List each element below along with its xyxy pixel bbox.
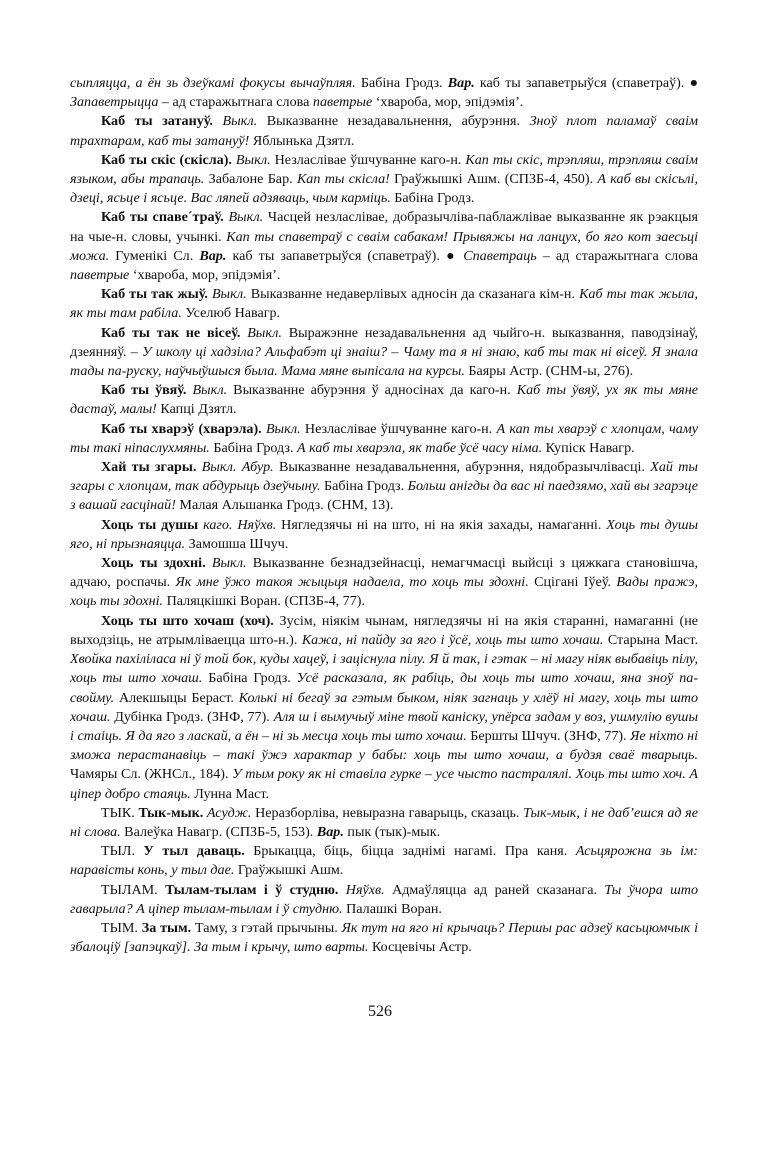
entry-text: Зусім, ніякім чынам, нягледзячы ні на якія старанні, намаганні (не выходзіць, не атрымліваецца што-н.). (70, 612, 698, 648)
italic-text: Хвойка пахіліласа ні ў той бок, куды хацеў, і заціснула пілу. Я й так, і гэтак – ні магу ніяк выбавіць пілу, хоць ты што хочаш. (70, 651, 698, 687)
italic-text: Выкл. (211, 286, 247, 303)
italic-text: Выкл. (211, 555, 247, 572)
entry-text: Неразборліва, невыразна гаварыць, сказаць. (251, 804, 524, 821)
entry-text: Валеўка Навагр. (СПЗБ-5, 153). (120, 823, 317, 840)
dictionary-entry (70, 208, 698, 285)
entry-text: Баяры Астр. (СНМ-ы, 276). (464, 363, 634, 380)
entry-text: Бабіна Гродз. (202, 670, 297, 687)
italic-text: Каб ты так жыла, як ты там рабіла. (70, 286, 698, 322)
entry-text: Чамяры Сл. (ЖНСл., 184). (70, 766, 233, 783)
entry-text: Бабіна Гродз. (390, 190, 475, 207)
italic-text: Усё расказала, як рабіць, ды хоць ты што хочаш, яна зноў па-свойму. (70, 670, 699, 706)
entry-text: ТЫМ. (101, 919, 142, 936)
italic-text: Як тут на яго ні крычаць? Першы рас адзеў касьцюмчык і збалоціў [запэцкаў]. За тым і крычу, што варты. (70, 919, 698, 956)
headword: Хоць ты здохні. (101, 555, 206, 572)
headword: Хоць ты што хочаш (хоч). (101, 612, 274, 629)
dictionary-entry (70, 74, 698, 112)
entry-text: ‘хвароба, мор, эпідэмія’. (372, 94, 524, 111)
entry-text: Граўжышкі Ашм. (СПЗБ-4, 450). (389, 171, 598, 188)
headword: Хай ты згары. (101, 459, 197, 476)
dictionary-entry (70, 324, 698, 382)
headword: Хоць ты душы (101, 516, 199, 533)
headword: Каб ты затануў. (101, 113, 213, 130)
headword: Каб ты спаве´траў. (101, 209, 224, 226)
entry-text: Бабіна Гродз. (355, 75, 448, 91)
entry-text: Малая Альшанка Гродз. (СНМ, 13). (175, 497, 394, 514)
italic-text: паветрые (70, 267, 130, 284)
entry-text: Часцей незласлівае, добразычліва-паблажлівае выказванне як рэакцыя на чые-н. словы, учынкі. (70, 209, 698, 245)
dictionary-entry (70, 881, 698, 919)
entry-text: Купіск Навагр. (542, 439, 635, 456)
italic-text: Выкл. (222, 113, 258, 130)
entry-text: ТЫЛ. (101, 843, 144, 860)
dictionary-entry (70, 554, 698, 612)
italic-text: Кап ты скіс, трэпляш, трэпляш сваім языком, абы трапаць. (70, 151, 698, 188)
italic-text: У школу ці хадзіла? Альфабэт ці знаіш? – Чаму та я ні знаю, каб ты так ні вісеў. Я знала тады па-руску, наўчыўшыся была. Мама мяне выпісала на курсы. (70, 343, 698, 380)
dictionary-entry (70, 842, 698, 880)
headword: Каб ты ўвяў. (101, 382, 187, 399)
entry-text: ТЫК. (101, 804, 139, 821)
dictionary-entry (70, 458, 698, 516)
dictionary-entry (70, 516, 698, 554)
italic-text: Хоць ты душы яго, ні прызнаяцца. (70, 516, 698, 552)
entry-text: Незласлівае ўшчуванне каго-н. (270, 151, 466, 168)
entry-text: Выказванне незадавальнення, абурэння, нядобразычлівасці. (273, 459, 651, 476)
entry-text: Забалоне Бар. (204, 171, 297, 188)
entry-text: Выказванне недаверлівых адносін да сказанага кім-н. (246, 286, 580, 303)
italic-text: Няўхв. (345, 881, 385, 898)
entry-text: Гуменікі Сл. (109, 247, 200, 264)
headword: За тым. (141, 919, 192, 936)
entry-text: Капці Дзятл. (156, 401, 237, 418)
dictionary-entry (70, 381, 698, 419)
headword: Каб ты скіс (скісла). (101, 151, 232, 168)
dictionary-entry (70, 919, 698, 957)
entry-text: Алекшыцы Бераст. (114, 689, 239, 706)
headword: Каб ты хварэў (хварэла). (101, 420, 262, 437)
italic-text: Яе ніхто ні зможа перастанавіць – такі ўжэ характар у бабы: хоць ты што хочаш, а будзя сваё тварыць. (70, 727, 698, 764)
italic-text: А каб вы скісьлі, дзеці, ясьце і ясьце. Вас ляпей адзяваць, чым карміць. (70, 171, 698, 207)
italic-text: А каб ты хварэла, як табе ўсё часу німа. (297, 439, 543, 456)
italic-text: Зноў плот паламаў сваім трахтарам, каб ты затануў! (70, 113, 699, 149)
dictionary-text (70, 74, 698, 957)
italic-text: Асудж. (206, 804, 252, 821)
entry-text: Паляцкішкі Воран. (СПЗБ-4, 77). (163, 593, 365, 610)
italic-text: Кап ты скісла! (296, 171, 390, 188)
headword: Каб ты так не вісеў. (101, 324, 241, 341)
entry-text: Палашкі Воран. (342, 900, 442, 917)
entry-text: ТЫЛАМ. (101, 881, 166, 898)
entry-text: Старына Маст. (603, 631, 699, 648)
entry-text: Брыкацца, біць, біцца заднімі нагамі. Пра каня. (244, 843, 576, 860)
italic-text: Ты ўчора што гаварыла? А ціпер тылам-тылам і ў студню. (70, 881, 699, 917)
entry-text: Уселюб Навагр. (181, 305, 281, 322)
italic-text: Колькі ні бегаў за гэтым быком, ніяк загнаць у хлёў ні магу, хоць ты што хочаш. (70, 689, 698, 725)
entry-text: Косцевічы Астр. (368, 939, 472, 956)
italic-text: Аля ш і вымучыў міне твой каніску, упёрса задам у воз, ушмулію вушы і стаіць. Я да яго з ласкай, а ён – ні зь месца хоць ты што хочаш. (70, 708, 698, 744)
entry-text: Замошша Шчуч. (185, 535, 289, 552)
page-number: 526 (368, 1003, 392, 1020)
italic-text: паветрые (312, 94, 373, 111)
italic-text: Выкл. (265, 420, 301, 437)
entry-text: Выказванне безнадзейнасці, немагчмасці выйсці з цяжкага становішча, адчаю, роспачы. (70, 555, 698, 591)
variant-label: Вар. (447, 75, 475, 91)
italic-text: сыпляцца, а ён зь дзеўкамі фокусы вычаўпляя. (70, 75, 356, 91)
entry-text: Выказванне незадавальнення, абурэння. (257, 113, 530, 130)
entry-text: Нягледзячы ні на што, ні на якія захады, намаганні. (276, 516, 607, 533)
italic-text: Кап ты спаветраў с сваім сабакам! Прывяжы на ланцух, бо яго кот заесьці можа. (70, 228, 698, 264)
entry-text: Адмаўляцца ад раней сказанага. (384, 881, 605, 898)
italic-text: каго. Няўхв. (203, 516, 277, 533)
italic-text: Асьцярожна зь ім: наравісты конь, у тыл дае. (70, 843, 698, 879)
dictionary-entry (70, 420, 698, 458)
entry-text: Бершты Шчуч. (ЗНФ, 77). (466, 727, 631, 744)
italic-text: Тык-мык, і не даб’ешся ад яе ні слова. (70, 804, 698, 840)
headword: Тык-мык. (138, 804, 204, 821)
italic-text: Больш анігды да вас ні паедзямо, хай вы згарэце з вашай гасцінай! (70, 478, 698, 514)
headword: Каб ты так жыў. (101, 286, 208, 303)
headword: Тылам-тылам і ў студню. (165, 881, 339, 898)
italic-text: А кап ты хварэў с хлопцам, чаму ты такі ніпаслухмяны. (70, 420, 698, 456)
entry-text: Выражэнне незадавальнення ад чыйго-н. выказвання, паводзінаў, дзеянняў. – (70, 324, 698, 360)
italic-text: Кажа, ні пайду за яго і ўсё, хоць ты што хочаш. (301, 631, 604, 648)
italic-text: Выкл. (247, 324, 282, 341)
italic-text: Выкл. (235, 151, 271, 168)
entry-text: Бабіна Гродз. (320, 478, 408, 495)
entry-text: пык (тык)-мык. (343, 823, 441, 840)
italic-text: Запаветрыцца (70, 94, 159, 111)
variant-label: Вар. (316, 823, 344, 840)
entry-text: – ад старажытнага слова (536, 247, 698, 264)
entry-text: – ад старажытнага слова (158, 94, 313, 111)
italic-text: Спаветраць (463, 247, 537, 264)
entry-text: ‘хвароба, мор, эпідэмія’. (129, 267, 281, 284)
entry-text: Граўжышкі Ашм. (234, 862, 344, 879)
entry-text: каб ты запаветрыўся (спаветраў). ● (226, 247, 464, 264)
entry-text: Лунна Маст. (190, 785, 270, 802)
dictionary-entry (70, 804, 698, 842)
italic-text: Вады пражэ, хоць ты здохні. (70, 574, 699, 610)
entry-text: Выказванне абурэння ў адносінах да каго-н. (227, 382, 517, 399)
italic-text: Як мне ўжо такоя жыцьця надаела, то хоць ты здохні. (175, 574, 529, 591)
entry-text: Сцігані Іўеў. (528, 574, 617, 591)
italic-text: Хай ты згары с хлопцам, так абдурыць дзеўчыну. (70, 459, 698, 495)
entry-text (338, 882, 345, 898)
italic-text: У тым року як ні ставіла гурке – усе чысто пастралялі. Хоць ты што хоч. А ціпер добро стаяць. (70, 766, 698, 802)
entry-text: Бабіна Гродз. (209, 439, 298, 456)
italic-text: Выкл. (192, 382, 228, 399)
variant-label: Вар. (199, 247, 227, 264)
dictionary-entry (70, 112, 698, 150)
entry-text: Яблынька Дзятл. (249, 132, 355, 149)
italic-text: Выкл. Абур. (201, 459, 274, 476)
dictionary-entry (70, 285, 698, 323)
dictionary-entry (70, 151, 698, 209)
italic-text: Каб ты ўвяў, ух як ты мяне дастаў, малы! (70, 382, 698, 418)
headword: У тыл даваць. (143, 843, 245, 860)
entry-text: каб ты запаветрыўся (спаветраў). ● (474, 75, 699, 91)
dictionary-entry (70, 612, 698, 804)
italic-text: Выкл. (228, 209, 264, 226)
entry-text: Таму, з гэтай прычыны. (191, 919, 342, 936)
entry-text: Незласлівае ўшчуванне каго-н. (300, 420, 497, 437)
entry-text: Дубінка Гродз. (ЗНФ, 77). (110, 708, 274, 725)
